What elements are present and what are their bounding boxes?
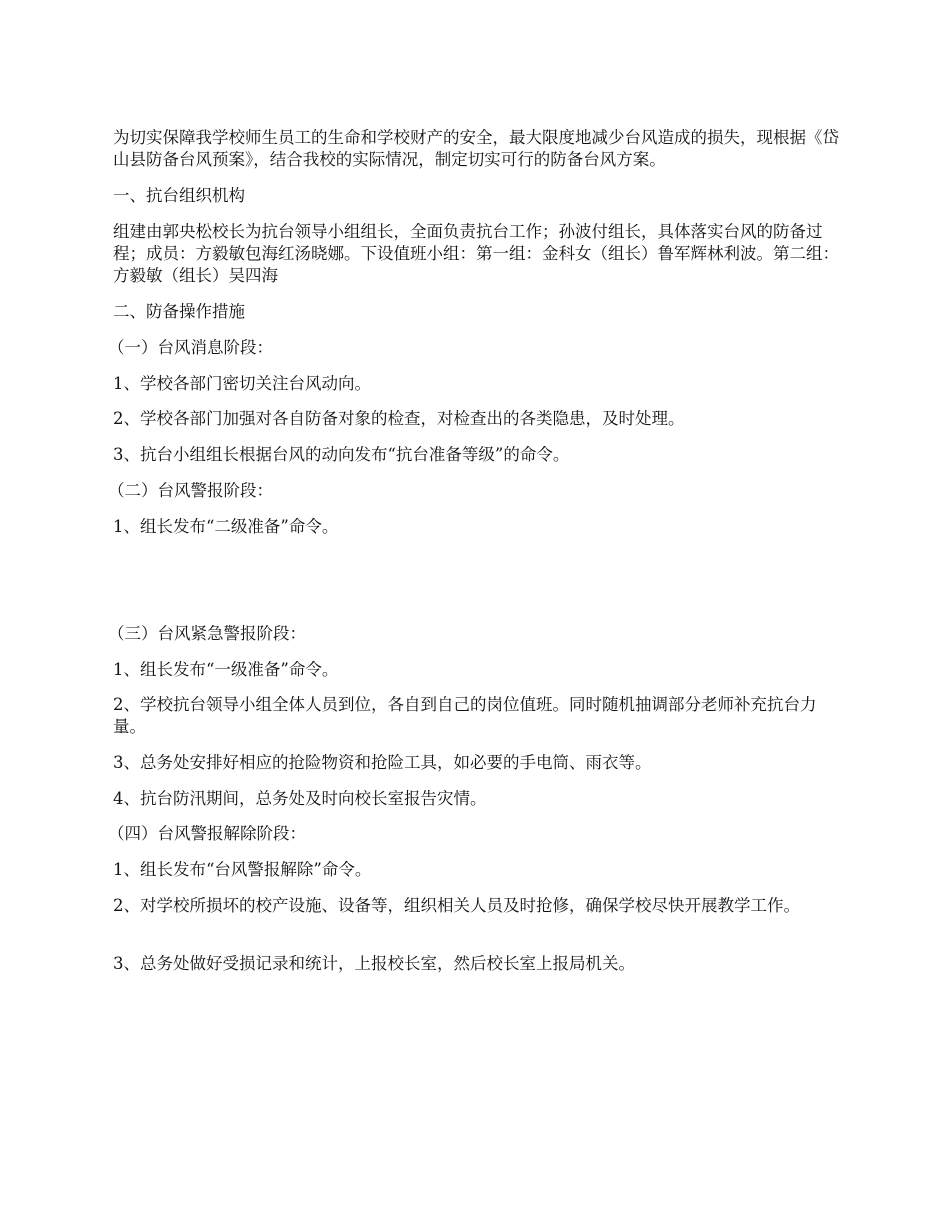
stage4-item-3: 3、总务处做好受损记录和统计，上报校长室，然后校长室上报局机关。 [113,954,635,973]
stage3-heading: （三）台风紧急警报阶段： [108,624,306,643]
stage3-item-1: 1、组长发布“一级准备”命令。 [113,660,339,679]
stage3-item-4: 4、抗台防汛期间，总务处及时向校长室报告灾情。 [113,789,487,808]
intro-paragraph: 为切实保障我学校师生员工的生命和学校财产的安全，最大限度地减少台风造成的损失，现根据《岱山县防备台风预案》，结合我校的实际情况，制定切实可行的防备台风方案。 [113,128,839,169]
stage1-item-2: 2、学校各部门加强对各自防备对象的检查，对检查出的各类隐患，及时处理。 [113,409,685,428]
stage1-heading: （一）台风消息阶段： [108,338,273,357]
section1-body: 组建由郭央松校长为抗台领导小组组长，全面负责抗台工作；孙波付组长，具体落实台风的防备过程；成员：方毅敏包海红汤晓娜。下设值班小组：第一组：金科女（组长）鲁军辉林利波。第二组：方毅敏（组长）吴四海 [113,222,839,285]
section2-heading: 二、防备操作措施 [113,302,245,321]
stage3-item-3: 3、总务处安排好相应的抢险物资和抢险工具，如必要的手电筒、雨衣等。 [113,753,652,772]
stage3-item-2: 2、学校抗台领导小组全体人员到位，各自到自己的岗位值班。同时随机抽调部分老师补充抗台力量。 [113,695,817,736]
stage1-item-1: 1、学校各部门密切关注台风动向。 [113,374,371,393]
stage4-item-1: 1、组长发布“台风警报解除”命令。 [113,860,372,879]
stage2-heading: （二）台风警报阶段： [108,481,273,500]
stage1-item-3: 3、抗台小组组长根据台风的动向发布“抗台准备等级”的命令。 [113,445,570,464]
stage4-item-2: 2、对学校所损坏的校产设施、设备等，组织相关人员及时抢修，确保学校尽快开展教学工作。 [113,896,800,915]
section1-heading: 一、抗台组织机构 [113,186,245,205]
stage4-heading: （四）台风警报解除阶段： [108,824,306,843]
stage2-item-1: 1、组长发布“二级准备”命令。 [113,517,339,536]
